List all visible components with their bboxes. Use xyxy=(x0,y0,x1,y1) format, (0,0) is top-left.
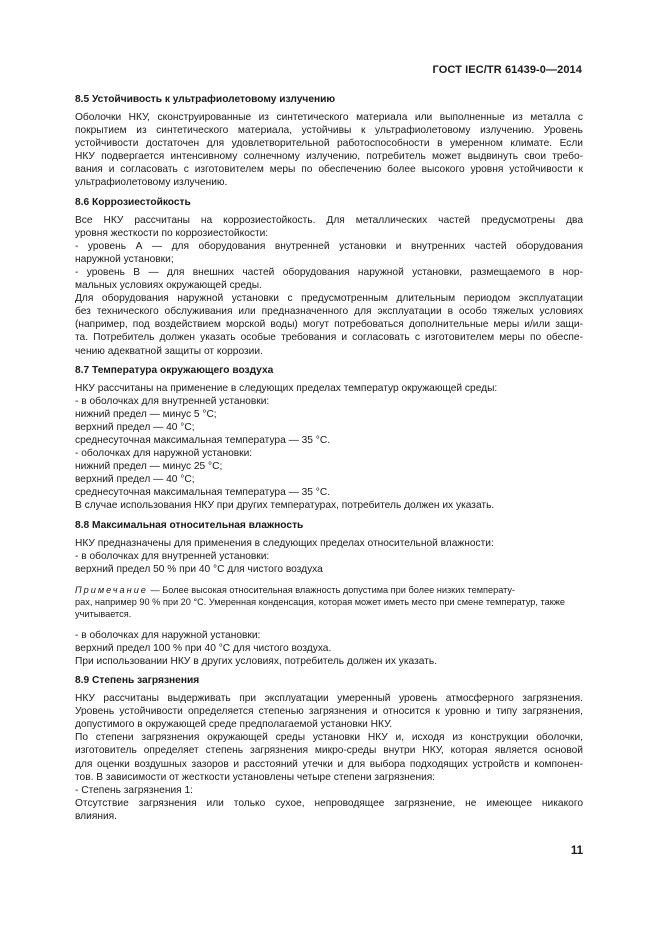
text-line: - Степень загрязнения 1: xyxy=(75,784,193,796)
text-line: ультрафиолетовому излучению. xyxy=(75,177,228,189)
text-line: влияния. xyxy=(75,810,117,822)
text-line: Для оборудования наружной установки с предусмотренным длительным периодом эксплуатации xyxy=(75,293,583,305)
text-line: изготовитель определяет степень загрязнения микро-среды внутри НКУ, которая является основой xyxy=(75,745,583,757)
note-text-line: рах, например 90 % при 20 °С. Умеренная конденсация, которая может иметь место при смене температур, также xyxy=(75,596,566,607)
text-line: НКУ подвергается интенсивному солнечному излучению, потребитель может выдвинуть свои требо- xyxy=(75,151,583,163)
section-8-5-body xyxy=(75,111,583,190)
text-line: - оболочках для наружной установки: xyxy=(75,448,253,460)
text-line: НКУ рассчитаны на применение в следующих пределах температур окружающей среды: xyxy=(75,382,498,394)
text-line: Отсутствие загрязнения или только сухое, непроводящее загрязнение, не имеющее никакого xyxy=(75,797,583,809)
section-8-7-body xyxy=(75,382,583,513)
section-heading-8-5: 8.5 Устойчивость к ультрафиолетовому излучению xyxy=(75,94,336,105)
text-line: та. Потребитель должен указать особые требования и согласовать с изготовителем меры по обеспе- xyxy=(75,332,583,344)
text-line: устойчивости достаточен для удовлетворительной работоспособности в умеренном климате. Если xyxy=(75,138,583,150)
text-line: В случае использования НКУ при других температурах, потребитель должен их указать. xyxy=(75,500,495,512)
section-8-9-body xyxy=(75,692,583,823)
text-line: Уровень устойчивости определяется степенью загрязнения и относится к уровню и типу загрязнения, xyxy=(75,706,583,718)
text-line: нижний предел — минус 5 °С; xyxy=(75,408,217,420)
text-line: НКУ предназначены для применения в следующих пределах относительной влажности: xyxy=(75,537,494,549)
text-line: (например, под воздействием морской воды) могут потребоваться дополнительные меры и/или защи- xyxy=(75,319,583,331)
text-line: - в оболочках для наружной установки: xyxy=(75,629,261,641)
text-line: среднесуточная максимальная температура — 35 °С. xyxy=(75,487,331,499)
text-line: мальных условиях окружающей среды. xyxy=(75,280,262,292)
text-line: тов. В зависимости от жесткости установлены четыре степени загрязнения: xyxy=(75,771,436,783)
text-line: - в оболочках для внутренней установки: xyxy=(75,550,270,562)
text-line: допустимого в окружающей среде предполагаемой установки НКУ. xyxy=(75,719,393,731)
text-line: верхний предел — 40 °С; xyxy=(75,421,195,433)
text-line: чению адекватной защиты от коррозии. xyxy=(75,345,263,357)
text-line: без технического обслуживания или предназначенного для эксплуатации в особо тяжелых условиях xyxy=(75,306,583,318)
text-line: При использовании НКУ в других условиях, потребитель должен их указать. xyxy=(75,656,438,667)
text-line: вания и согласовать с изготовителем меры по обеспечению более высокого уровня устойчивости к xyxy=(75,164,583,176)
text-line: верхний предел 100 % при 40 °С для чистого воздуха. xyxy=(75,642,332,654)
text-line: НКУ рассчитаны выдерживать при эксплуатации умеренный уровень атмосферного загрязнения. xyxy=(75,693,583,705)
text-line: - в оболочках для внутренней установки: xyxy=(75,395,270,407)
note-block xyxy=(75,584,583,620)
text-line: верхний предел — 40 °С; xyxy=(75,474,195,486)
note-text-line: учитывается. xyxy=(75,608,132,619)
section-heading-8-6: 8.6 Коррозиестойкость xyxy=(75,196,191,208)
text-line: Все НКУ рассчитаны на коррозиестойкость. Для металлических частей предусмотрены два xyxy=(75,214,583,226)
page-number: 11 xyxy=(570,845,583,857)
text-line: нижний предел — минус 25 °С; xyxy=(75,461,223,473)
note-text-line: — Более высокая относительная влажность допустима при более низких температу- xyxy=(147,584,516,595)
document-header: ГОСТ IEC/TR 61439-0—2014 xyxy=(432,64,582,76)
text-line: среднесуточная максимальная температура — 35 °С. xyxy=(75,434,331,446)
section-8-8-body xyxy=(75,537,583,669)
text-line: наружной установки; xyxy=(75,253,174,265)
text-line: для оценки воздушных зазоров и расстояний утечки и для выбора подходящих устройств и компонен- xyxy=(75,758,583,770)
text-line: По степени загрязнения окружающей среды установки НКУ и, исходя из конструкции оболочки, xyxy=(75,732,583,744)
section-heading-8-7: 8.7 Температура окружающего воздуха xyxy=(75,364,274,376)
text-line: - уровень В — для внешних частей оборудования наружной установки, размещаемого в нор- xyxy=(75,266,583,278)
section-8-6-body xyxy=(75,214,583,358)
section-heading-8-8: 8.8 Максимальная относительная влажность xyxy=(75,519,304,531)
text-line: Оболочки НКУ, сконструированные из синтетического материала или выполненные из металла с xyxy=(75,112,583,123)
section-8-8-outdoor xyxy=(75,629,583,668)
section-heading-8-9: 8.9 Степень загрязнения xyxy=(75,675,200,687)
note-label: Примечание xyxy=(75,584,148,595)
text-line: верхний предел 50 % при 40 °С для чистого воздуха xyxy=(75,563,323,575)
page-content xyxy=(75,90,583,823)
text-line: покрытием из синтетического материала, устойчивы к ультрафиолетовому излучению. Уровень xyxy=(75,125,583,137)
text-line: уровня жесткости по коррозиестойкости: xyxy=(75,227,269,239)
text-line: - уровень А — для оборудования внутренней установки и внутренних частей оборудования xyxy=(75,240,583,252)
